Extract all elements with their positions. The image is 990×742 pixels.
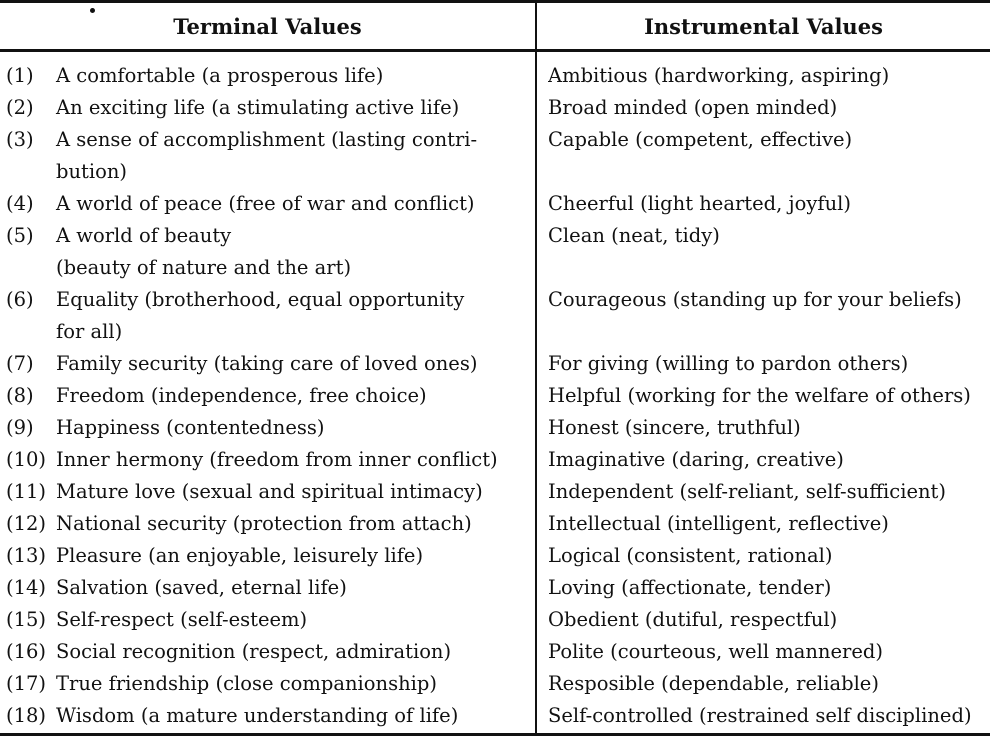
terminal-value-text: National security (protection from attach) xyxy=(56,512,472,535)
terminal-values-column xyxy=(6,60,534,732)
terminal-value-row xyxy=(6,508,534,540)
terminal-value-row xyxy=(6,220,534,284)
terminal-value-text: Freedom (independence, free choice) xyxy=(56,384,427,407)
instrumental-value-row xyxy=(548,412,990,444)
instrumental-value-row xyxy=(548,444,990,476)
terminal-value-row xyxy=(6,284,534,348)
row-number: (9) xyxy=(6,416,34,439)
table-top-rule xyxy=(0,0,990,3)
instrumental-value-row xyxy=(548,60,990,92)
row-number: (17) xyxy=(6,672,47,695)
terminal-value-row xyxy=(6,540,534,572)
instrumental-value-row xyxy=(548,540,990,572)
row-number: (11) xyxy=(6,480,47,503)
terminal-values-header: Terminal Values xyxy=(173,14,362,39)
terminal-value-text: Pleasure (an enjoyable, leisurely life) xyxy=(56,544,424,567)
terminal-value-row xyxy=(6,572,534,604)
terminal-value-row xyxy=(6,604,534,636)
instrumental-value-row xyxy=(548,668,990,700)
column-divider xyxy=(535,0,537,736)
row-number: (15) xyxy=(6,608,47,631)
instrumental-value-row xyxy=(548,700,990,732)
row-number: (13) xyxy=(6,544,47,567)
instrumental-value-text: Broad minded (open minded) xyxy=(548,96,838,119)
row-number: (18) xyxy=(6,704,47,727)
terminal-value-row xyxy=(6,668,534,700)
terminal-value-row xyxy=(6,476,534,508)
row-number: (1) xyxy=(6,64,34,87)
instrumental-value-text: Imaginative (daring, creative) xyxy=(548,448,844,471)
terminal-value-text: A world of peace (free of war and conflict) xyxy=(56,192,475,215)
instrumental-value-row xyxy=(548,636,990,668)
terminal-value-text: A comfortable (a prosperous life) xyxy=(56,64,384,87)
row-number: (5) xyxy=(6,224,34,247)
terminal-value-row xyxy=(6,636,534,668)
terminal-value-text: A world of beauty (beauty of nature and the art) xyxy=(56,224,352,279)
row-number: (10) xyxy=(6,448,47,471)
instrumental-value-row xyxy=(548,188,990,220)
instrumental-value-row xyxy=(548,92,990,124)
row-number: (16) xyxy=(6,640,47,663)
terminal-value-text: True friendship (close companionship) xyxy=(56,672,437,695)
instrumental-value-text: Ambitious (hardworking, aspiring) xyxy=(548,64,890,87)
terminal-value-row xyxy=(6,92,534,124)
row-number: (12) xyxy=(6,512,47,535)
instrumental-values-column xyxy=(548,60,990,732)
instrumental-value-row xyxy=(548,604,990,636)
terminal-value-row xyxy=(6,348,534,380)
terminal-value-text: Salvation (saved, eternal life) xyxy=(56,576,347,599)
row-number: (3) xyxy=(6,128,34,151)
instrumental-value-text: Courageous (standing up for your beliefs) xyxy=(548,288,962,311)
terminal-value-row xyxy=(6,700,534,732)
instrumental-values-header: Instrumental Values xyxy=(644,14,883,39)
terminal-value-text: Self-respect (self-esteem) xyxy=(56,608,308,631)
terminal-value-row xyxy=(6,188,534,220)
instrumental-value-text: Loving (affectionate, tender) xyxy=(548,576,832,599)
row-number: (6) xyxy=(6,288,34,311)
terminal-value-text: Equality (brotherhood, equal opportunity for all) xyxy=(56,288,465,343)
row-number: (8) xyxy=(6,384,34,407)
table-bottom-rule xyxy=(0,733,990,736)
terminal-value-text: Social recognition (respect, admiration) xyxy=(56,640,452,663)
instrumental-value-text: Independent (self-reliant, self-sufficient) xyxy=(548,480,946,503)
instrumental-value-text: Clean (neat, tidy) xyxy=(548,224,720,247)
instrumental-value-text: Logical (consistent, rational) xyxy=(548,544,833,567)
terminal-value-row xyxy=(6,444,534,476)
terminal-value-text: Inner hermony (freedom from inner conflict) xyxy=(56,448,498,471)
row-number: (4) xyxy=(6,192,34,215)
terminal-value-text: A sense of accomplishment (lasting contri- bution) xyxy=(56,128,478,183)
instrumental-value-row xyxy=(548,508,990,540)
row-number: (14) xyxy=(6,576,47,599)
terminal-value-text: Wisdom (a mature understanding of life) xyxy=(56,704,459,727)
instrumental-value-text: Intellectual (intelligent, reflective) xyxy=(548,512,889,535)
instrumental-value-row xyxy=(548,348,990,380)
instrumental-value-text: Capable (competent, effective) xyxy=(548,128,853,151)
terminal-value-row xyxy=(6,124,534,188)
instrumental-value-text: Cheerful (light hearted, joyful) xyxy=(548,192,851,215)
row-number: (7) xyxy=(6,352,34,375)
instrumental-value-text: Helpful (working for the welfare of others) xyxy=(548,384,971,407)
instrumental-value-text: Resposible (dependable, reliable) xyxy=(548,672,879,695)
terminal-value-text: An exciting life (a stimulating active life) xyxy=(56,96,460,119)
instrumental-value-text: For giving (willing to pardon others) xyxy=(548,352,909,375)
terminal-value-row xyxy=(6,412,534,444)
instrumental-value-row xyxy=(548,572,990,604)
instrumental-value-text: Obedient (dutiful, respectful) xyxy=(548,608,838,631)
instrumental-value-text: Self-controlled (restrained self disciplined) xyxy=(548,704,972,727)
instrumental-value-row xyxy=(548,124,990,188)
header-rule xyxy=(0,49,990,52)
instrumental-value-row xyxy=(548,476,990,508)
row-number: (2) xyxy=(6,96,34,119)
terminal-value-row xyxy=(6,60,534,92)
instrumental-value-text: Honest (sincere, truthful) xyxy=(548,416,801,439)
instrumental-value-row xyxy=(548,220,990,284)
terminal-value-row xyxy=(6,380,534,412)
instrumental-value-row xyxy=(548,380,990,412)
instrumental-value-row xyxy=(548,284,990,348)
terminal-value-text: Mature love (sexual and spiritual intimacy) xyxy=(56,480,483,503)
instrumental-value-text: Polite (courteous, well mannered) xyxy=(548,640,883,663)
terminal-value-text: Happiness (contentedness) xyxy=(56,416,325,439)
terminal-value-text: Family security (taking care of loved ones) xyxy=(56,352,478,375)
